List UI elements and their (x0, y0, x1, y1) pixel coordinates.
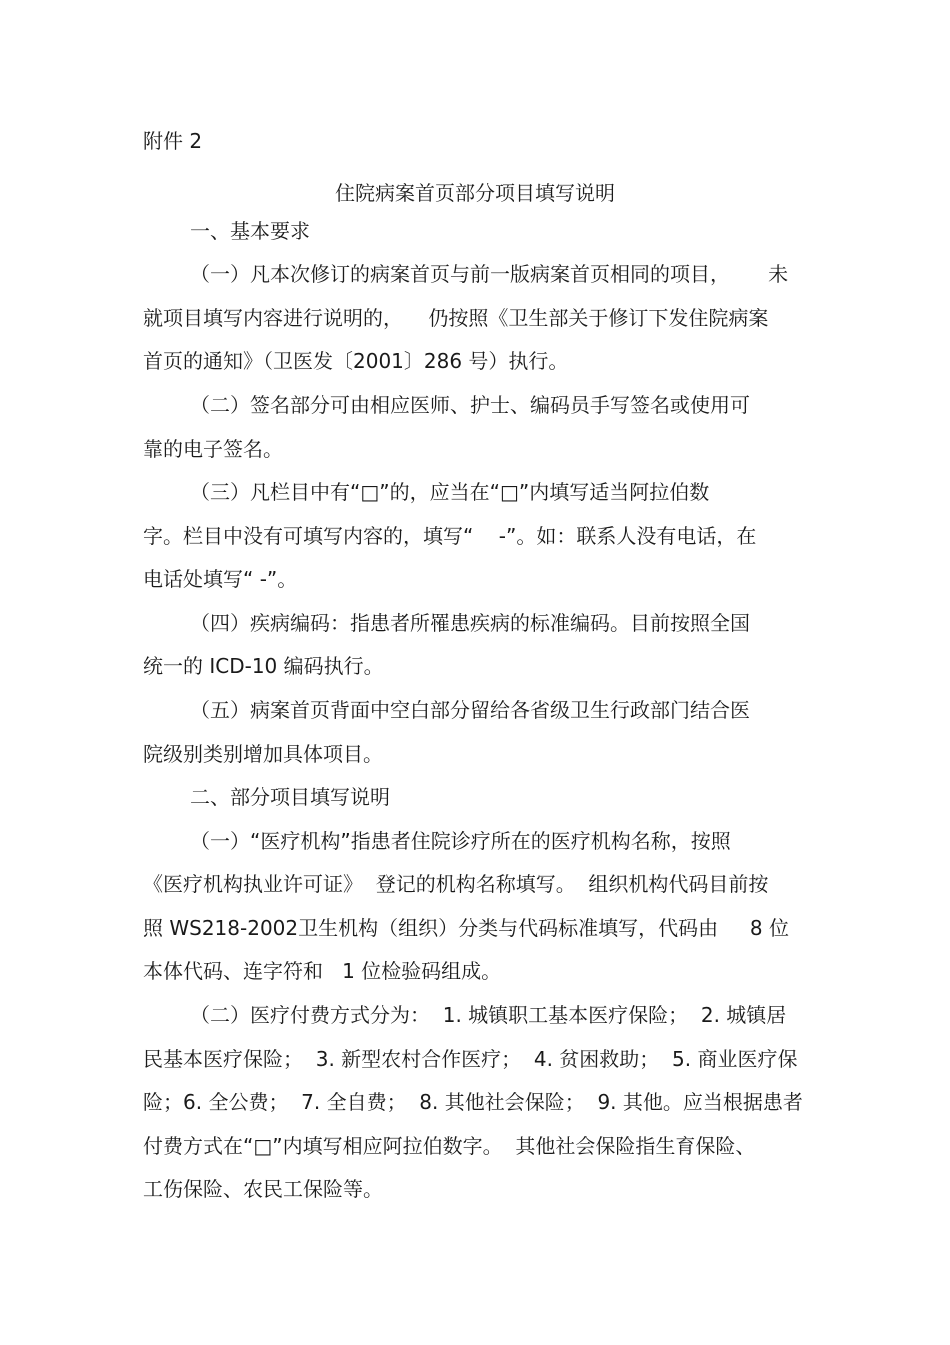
document-title: 住院病案首页部分项目填写说明 (335, 181, 615, 205)
paragraph-line: 险；6. 全公费； 7. 全自费； 8. 其他社会保险； 9. 其他。应当根据患者 (143, 1090, 803, 1114)
paragraph-line: 《医疗机构执业许可证》 登记的机构名称填写。 组织机构代码目前按 (143, 872, 769, 896)
paragraph-line: 靠的电子签名。 (143, 437, 283, 461)
paragraph-line: 就项目填写内容进行说明的， 仍按照《卫生部关于修订下发住院病案 (143, 306, 769, 330)
paragraph-line: 照 WS218-2002卫生机构（组织）分类与代码标准填写，代码由 8 位 (143, 916, 789, 940)
paragraph-line: 工伤保险、农民工保险等。 (143, 1177, 383, 1201)
paragraph-line: （一）“医疗机构”指患者住院诊疗所在的医疗机构名称，按照 (190, 829, 731, 853)
paragraph-line: 本体代码、连字符和 1 位检验码组成。 (143, 959, 502, 983)
paragraph-line: （三）凡栏目中有“□”的，应当在“□”内填写适当阿拉伯数 (190, 480, 710, 504)
section2-heading: 二、部分项目填写说明 (190, 785, 390, 809)
paragraph-line: 付费方式在“□”内填写相应阿拉伯数字。 其他社会保险指生育保险、 (143, 1134, 756, 1158)
paragraph-line: （五）病案首页背面中空白部分留给各省级卫生行政部门结合医 (190, 698, 750, 722)
paragraph-line: 首页的通知》（卫医发〔2001〕286 号）执行。 (143, 349, 569, 373)
attachment-label: 附件 2 (143, 129, 203, 153)
paragraph-line: （二）签名部分可由相应医师、护士、编码员手写签名或使用可 (190, 393, 750, 417)
paragraph-line: （四）疾病编码：指患者所罹患疾病的标准编码。目前按照全国 (190, 611, 750, 635)
paragraph-line: 统一的 ICD-10 编码执行。 (143, 654, 384, 678)
section1-heading: 一、基本要求 (190, 219, 310, 243)
paragraph-line: 民基本医疗保险； 3. 新型农村合作医疗； 4. 贫困救助； 5. 商业医疗保 (143, 1047, 798, 1071)
paragraph-line: （二）医疗付费方式分为： 1. 城镇职工基本医疗保险； 2. 城镇居 (190, 1003, 787, 1027)
paragraph-line: 字。栏目中没有可填写内容的，填写“ -”。如：联系人没有电话，在 (143, 524, 757, 548)
paragraph-line: （一）凡本次修订的病案首页与前一版病案首页相同的项目， 未 (190, 262, 789, 286)
paragraph-line: 院级别类别增加具体项目。 (143, 742, 383, 766)
paragraph-line: 电话处填写“ -”。 (143, 567, 298, 591)
